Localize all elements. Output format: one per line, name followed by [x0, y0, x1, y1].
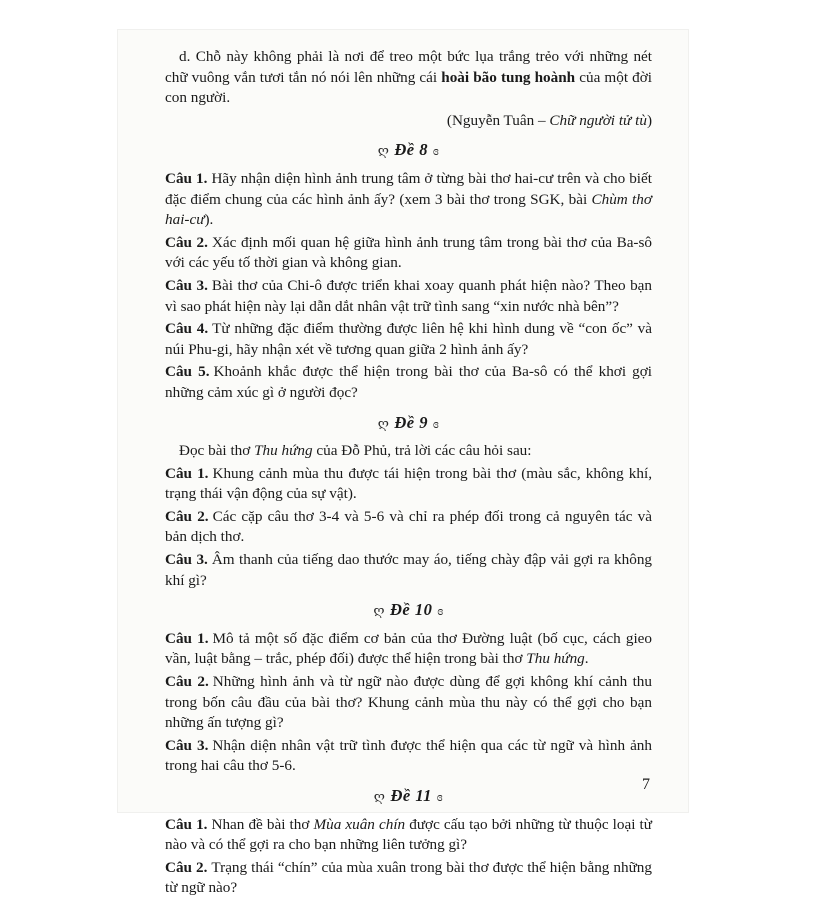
heading-text: Đề 8 — [394, 140, 428, 160]
ornament-right-icon: ɞ — [437, 603, 444, 619]
question-de9-1 — [165, 464, 652, 505]
question-italic: Chùm thơ hai-cư — [165, 190, 652, 229]
question-label: Câu 2. — [165, 673, 209, 691]
passage-d-end: của một đời con người. — [165, 68, 653, 107]
question-de8-1 — [165, 169, 652, 231]
question-end: được cấu tạo bởi những từ thuộc loại từ nào và có thể gợi ra cho bạn những liên tưởng gì? — [165, 815, 652, 854]
question-text: Các cặp câu thơ 3-4 và 5-6 và chỉ ra phép đối trong cả nguyên tác và bản dịch thơ. — [165, 507, 652, 546]
ornament-left-icon: ღ — [373, 603, 385, 619]
question-end: ). — [204, 211, 214, 229]
section-heading-de11 — [165, 786, 652, 808]
question-text: Hãy nhận diện hình ảnh trung tâm ở từng bài thơ hai-cư trên và cho biết đặc điểm chung của các hình ảnh ấy? (xem 3 bài thơ trong SGK, bài — [165, 169, 652, 208]
question-text: Những hình ảnh và từ ngữ nào được dùng để gợi không khí cảnh thu trong bốn câu đầu của bài thơ? Khung cảnh mùa thu này có thể gợi cho bạn những ấn tượng gì? — [165, 673, 652, 732]
source-author: (Nguyễn Tuân – — [446, 111, 550, 129]
question-text: Nhận diện nhân vật trữ tình được thể hiện qua các từ ngữ và hình ảnh trong hai câu thơ 5-6. — [165, 736, 652, 775]
question-de10-2 — [165, 672, 652, 734]
book-page — [118, 30, 688, 897]
question-de11-2 — [165, 858, 652, 899]
question-de11-1 — [165, 815, 652, 856]
question-label: Câu 3. — [165, 736, 209, 754]
question-text: Bài thơ của Chi-ô được triển khai xoay quanh phát hiện nào? Theo bạn vì sao phát hiện này lại dẫn dắt nhân vật trữ tình sang “xin nước nhà bên”? — [165, 276, 652, 315]
intro-text: Đọc bài thơ — [179, 442, 255, 460]
question-label: Câu 1. — [165, 629, 209, 647]
question-de10-1 — [165, 629, 652, 670]
passage-d-text: d. Chỗ này không phải là nơi để treo một bức lụa trắng trẻo với những nét chữ vuông vắn tươi tắn nó nói lên những cái — [165, 48, 652, 86]
question-de9-2 — [165, 507, 652, 548]
question-label: Câu 2. — [165, 233, 208, 251]
section-heading-de10 — [165, 600, 652, 622]
section-intro-de9 — [165, 441, 652, 462]
ornament-right-icon: ɞ — [436, 789, 444, 804]
heading-text: Đề 9 — [394, 412, 428, 432]
question-label: Câu 5. — [165, 363, 210, 381]
question-de8-2 — [165, 233, 652, 274]
question-de9-3 — [165, 550, 652, 591]
question-text: Nhan đề bài thơ — [211, 815, 314, 833]
question-de10-3 — [165, 736, 652, 777]
question-label: Câu 2. — [165, 507, 209, 525]
intro-end: của Đỗ Phủ, trả lời các câu hỏi sau: — [312, 442, 532, 460]
question-text: Khoảnh khắc được thể hiện trong bài thơ của Ba-sô có thể khơi gợi những cảm xúc gì ở người đọc? — [165, 363, 652, 401]
source-title: Chữ người tử tù — [549, 111, 647, 129]
question-de8-3 — [165, 276, 652, 317]
question-label: Câu 2. — [165, 858, 208, 876]
passage-d — [165, 47, 652, 109]
question-label: Câu 1. — [165, 169, 208, 187]
ornament-left-icon: ღ — [377, 143, 390, 159]
question-text: Từ những đặc điểm thường được liên hệ khi hình dung về “con ốc” và núi Phu-gi, hãy nhận xét về tương quan giữa 2 hình ảnh ấy? — [165, 320, 652, 358]
ornament-right-icon: ɞ — [433, 415, 440, 431]
section-heading-de8 — [165, 140, 652, 162]
ornament-left-icon: ღ — [373, 789, 386, 804]
source-end: ) — [646, 111, 652, 129]
question-text: Mô tả một số đặc điểm cơ bản của thơ Đường luật (bố cục, cách gieo vần, luật bằng – trắc, phép đối) được thể hiện trong bài thơ — [165, 629, 652, 668]
question-text: Âm thanh của tiếng dao thước may áo, tiếng chày đập vải gợi ra không khí gì? — [165, 551, 653, 589]
heading-text: Đề 10 — [390, 600, 433, 620]
question-label: Câu 1. — [165, 464, 209, 482]
question-end: . — [584, 650, 589, 668]
question-label: Câu 4. — [165, 320, 209, 338]
page-number: 7 — [642, 776, 650, 793]
page-content — [165, 47, 652, 901]
question-label: Câu 3. — [165, 551, 208, 569]
question-label: Câu 3. — [165, 276, 208, 294]
section-heading-de9 — [165, 413, 652, 435]
passage-d-bold: hoài bão tung hoành — [441, 68, 576, 86]
question-text: Xác định mối quan hệ giữa hình ảnh trung tâm trong bài thơ của Ba-sô với các yếu tố thời gian và không gian. — [165, 233, 652, 272]
question-italic: Thu hứng — [526, 650, 585, 668]
question-label: Câu 1. — [165, 815, 208, 833]
heading-text: Đề 11 — [390, 786, 432, 805]
question-italic: Mùa xuân chín — [313, 815, 406, 833]
intro-italic: Thu hứng — [254, 442, 313, 460]
ornament-left-icon: ღ — [377, 415, 390, 431]
question-text: Trạng thái “chín” của mùa xuân trong bài thơ được thể hiện bằng những từ ngữ nào? — [165, 858, 652, 897]
question-text: Khung cảnh mùa thu được tái hiện trong bài thơ (màu sắc, không khí, trạng thái vận động của sự vật). — [165, 464, 652, 503]
passage-source — [165, 111, 652, 132]
question-de8-4 — [165, 319, 652, 360]
ornament-right-icon: ɞ — [433, 143, 440, 159]
question-de8-5 — [165, 362, 652, 403]
